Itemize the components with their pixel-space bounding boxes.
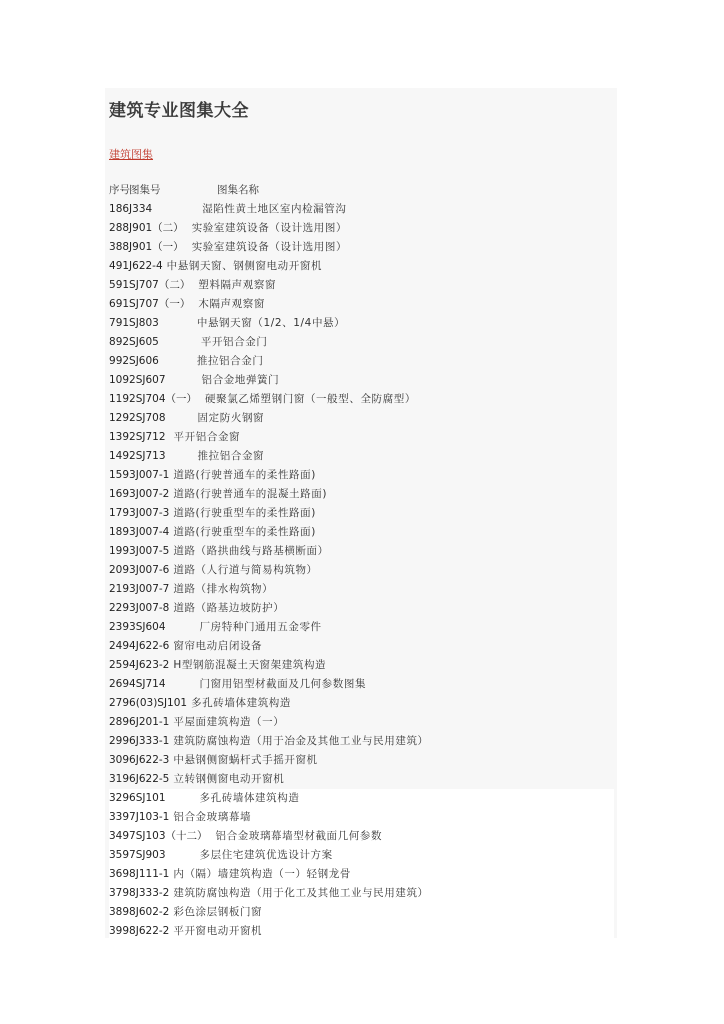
item-name: 实验室建筑设备（设计选用图） xyxy=(191,241,348,253)
item-number: 8 xyxy=(109,336,116,348)
list-item xyxy=(109,751,614,770)
list-item xyxy=(109,314,614,333)
item-code: 88J901（一） xyxy=(115,241,184,253)
item-number: 2 xyxy=(109,222,116,234)
list-item xyxy=(109,428,614,447)
item-number: 19 xyxy=(109,545,123,557)
header-name: 图集名称 xyxy=(217,184,259,196)
list-item xyxy=(109,352,614,371)
item-number: 35 xyxy=(109,849,123,861)
list-item xyxy=(109,200,614,219)
item-name: 平开铝合金门 xyxy=(200,336,268,348)
list-item xyxy=(109,257,614,276)
item-code: 93J007-7 xyxy=(122,583,170,595)
item-number: 5 xyxy=(109,279,116,291)
item-number: 17 xyxy=(109,507,123,519)
item-code: 93J007-8 xyxy=(122,602,170,614)
item-code: 97SJ103（十二） xyxy=(122,830,208,842)
item-code: 93J007-3 xyxy=(122,507,170,519)
list-item xyxy=(109,390,614,409)
list-item xyxy=(109,276,614,295)
list-item xyxy=(109,770,614,789)
item-name: 塑料隔声观察窗 xyxy=(198,279,277,291)
list-item xyxy=(109,542,614,561)
list-item xyxy=(109,637,614,656)
item-name: 推拉铝合金门 xyxy=(196,355,264,367)
item-name: 木隔声观察窗 xyxy=(198,298,265,310)
item-number: 26 xyxy=(109,678,123,690)
item-number: 34 xyxy=(109,830,123,842)
item-code: 96J201-1 xyxy=(122,716,170,728)
item-number: 25 xyxy=(109,659,123,671)
item-code: 97SJ903 xyxy=(122,849,166,861)
item-name: 门窗用铝型材截面及几何参数图集 xyxy=(199,678,367,690)
item-code: 92SJ607 xyxy=(122,374,166,386)
item-number: 3 xyxy=(109,241,116,253)
atlas-list xyxy=(109,200,614,941)
item-code: 93J007-4 xyxy=(122,526,170,538)
item-name: 立转钢侧窗电动开窗机 xyxy=(173,773,285,785)
item-code: 91SJ803 xyxy=(115,317,159,329)
item-name: 道路(行驶普通车的混凝土路面) xyxy=(173,488,328,500)
item-name: 道路(行驶重型车的柔性路面) xyxy=(173,526,316,538)
list-item xyxy=(109,732,614,751)
item-name: 多孔砖墙体建筑构造 xyxy=(191,697,291,709)
item-code: 96J333-1 xyxy=(122,735,170,747)
item-name: 中悬钢天窗（1/2、1/4中悬） xyxy=(196,317,346,329)
item-name: 道路(行驶重型车的柔性路面) xyxy=(173,507,316,519)
list-item xyxy=(109,523,614,542)
list-item xyxy=(109,827,614,846)
item-code: 92SJ708 xyxy=(122,412,166,424)
item-name: 中悬钢侧窗蜗杆式手摇开窗机 xyxy=(173,754,318,766)
list-item xyxy=(109,485,614,504)
item-code: 93J007-6 xyxy=(122,564,170,576)
item-code: 93J007-2 xyxy=(122,488,170,500)
item-number: 38 xyxy=(109,906,123,918)
list-item xyxy=(109,580,614,599)
item-code: 94SJ714 xyxy=(122,678,166,690)
list-item xyxy=(109,504,614,523)
item-code: 88J901（二） xyxy=(115,222,184,234)
item-number: 21 xyxy=(109,583,123,595)
item-code: 91SJ707（一） xyxy=(115,298,191,310)
item-name: 固定防火钢窗 xyxy=(197,412,265,424)
list-item xyxy=(109,922,614,941)
item-number: 13 xyxy=(109,431,123,443)
item-name: 实验室建筑设备（设计选用图） xyxy=(191,222,348,234)
item-number: 32 xyxy=(109,792,123,804)
item-name: 道路（排水构筑物） xyxy=(173,583,274,595)
item-number: 20 xyxy=(109,564,123,576)
item-name: H型钢筋混凝土天窗架建筑构造 xyxy=(173,659,327,671)
item-code: 92SJ712 xyxy=(122,431,166,443)
item-code: 92SJ605 xyxy=(115,336,159,348)
list-item xyxy=(109,618,614,637)
item-code: 96J622-5 xyxy=(122,773,170,785)
list-item xyxy=(109,295,614,314)
item-number: 28 xyxy=(109,716,123,728)
list-item xyxy=(109,333,614,352)
list-item xyxy=(109,409,614,428)
item-number: 10 xyxy=(109,374,123,386)
item-number: 11 xyxy=(109,393,123,405)
list-item xyxy=(109,884,614,903)
list-item xyxy=(109,808,614,827)
item-name: 铝合金地弹簧门 xyxy=(201,374,280,386)
item-code: 96(03)SJ101 xyxy=(122,697,188,709)
item-code: 92SJ713 xyxy=(122,450,166,462)
item-name: 内（隔）墙建筑构造（一）轻钢龙骨 xyxy=(173,868,351,880)
list-item xyxy=(109,846,614,865)
item-code: 91J622-4 xyxy=(115,260,163,272)
item-name: 窗帘电动启闭设备 xyxy=(173,640,263,652)
list-item xyxy=(109,466,614,485)
item-number: 14 xyxy=(109,450,123,462)
list-item xyxy=(109,447,614,466)
item-name: 铝合金玻璃幕墙 xyxy=(173,811,252,823)
item-code: 93J007-1 xyxy=(122,469,170,481)
item-number: 12 xyxy=(109,412,123,424)
header-no: 序号 xyxy=(109,184,130,196)
item-number: 30 xyxy=(109,754,123,766)
list-item xyxy=(109,656,614,675)
item-name: 建筑防腐蚀构造（用于化工及其他工业与民用建筑） xyxy=(173,887,429,899)
item-name: 道路（路拱曲线与路基横断面） xyxy=(173,545,329,557)
item-number: 16 xyxy=(109,488,123,500)
list-item xyxy=(109,694,614,713)
page-title: 建筑专业图集大全 xyxy=(109,101,249,121)
list-item xyxy=(109,713,614,732)
item-name: 中悬钢天窗、钢侧窗电动开窗机 xyxy=(166,260,323,272)
category-link[interactable]: 建筑图集 xyxy=(109,148,153,161)
item-code: 97J103-1 xyxy=(122,811,170,823)
item-code: 98J602-2 xyxy=(122,906,170,918)
item-number: 7 xyxy=(109,317,116,329)
item-number: 18 xyxy=(109,526,123,538)
item-code: 93J007-5 xyxy=(122,545,170,557)
item-number: 33 xyxy=(109,811,123,823)
item-name: 平屋面建筑构造（一） xyxy=(173,716,285,728)
item-name: 建筑防腐蚀构造（用于冶金及其他工业与民用建筑） xyxy=(173,735,429,747)
item-name: 多孔砖墙体建筑构造 xyxy=(199,792,300,804)
item-code: 98J333-2 xyxy=(122,887,170,899)
list-item xyxy=(109,238,614,257)
item-number: 4 xyxy=(109,260,116,272)
item-number: 1 xyxy=(109,203,116,215)
list-item xyxy=(109,561,614,580)
item-name: 推拉铝合金窗 xyxy=(197,450,265,462)
item-name: 平开窗电动开窗机 xyxy=(173,925,263,937)
item-name: 平开铝合金窗 xyxy=(173,431,241,443)
item-code: 91SJ707（二） xyxy=(115,279,191,291)
item-code: 94J623-2 xyxy=(122,659,170,671)
item-name: 道路(行驶普通车的柔性路面) xyxy=(173,469,316,481)
item-number: 24 xyxy=(109,640,123,652)
list-item xyxy=(109,903,614,922)
item-code: 96J622-3 xyxy=(122,754,170,766)
list-item xyxy=(109,219,614,238)
item-code: 93SJ604 xyxy=(122,621,166,633)
item-name: 道路（人行道与简易构筑物） xyxy=(173,564,318,576)
item-number: 29 xyxy=(109,735,123,747)
list-item xyxy=(109,599,614,618)
item-code: 92SJ606 xyxy=(115,355,159,367)
item-code: 86J334 xyxy=(115,203,153,215)
header-code: 图集号 xyxy=(129,184,161,196)
item-name: 湿陷性黄土地区室内检漏管沟 xyxy=(202,203,347,215)
item-code: 96SJ101 xyxy=(122,792,166,804)
item-code: 98J111-1 xyxy=(122,868,170,880)
item-number: 36 xyxy=(109,868,123,880)
list-item xyxy=(109,675,614,694)
item-number: 31 xyxy=(109,773,123,785)
item-number: 37 xyxy=(109,887,123,899)
list-header xyxy=(109,182,259,196)
item-name: 铝合金玻璃幕墙型材截面几何参数 xyxy=(215,830,383,842)
item-name: 厂房特种门通用五金零件 xyxy=(199,621,322,633)
list-item xyxy=(109,371,614,390)
item-number: 6 xyxy=(109,298,116,310)
item-number: 23 xyxy=(109,621,123,633)
list-item xyxy=(109,789,614,808)
list-item xyxy=(109,865,614,884)
item-number: 39 xyxy=(109,925,123,937)
item-number: 9 xyxy=(109,355,116,367)
item-name: 硬聚氯乙烯塑钢门窗（一般型、全防腐型） xyxy=(205,393,416,405)
item-code: 98J622-2 xyxy=(122,925,170,937)
item-name: 多层住宅建筑优选设计方案 xyxy=(199,849,333,861)
item-code: 92SJ704（一） xyxy=(122,393,198,405)
item-name: 彩色涂层钢板门窗 xyxy=(173,906,263,918)
item-number: 22 xyxy=(109,602,123,614)
item-number: 27 xyxy=(109,697,123,709)
item-number: 15 xyxy=(109,469,123,481)
item-code: 94J622-6 xyxy=(122,640,170,652)
item-name: 道路（路基边坡防护） xyxy=(173,602,285,614)
